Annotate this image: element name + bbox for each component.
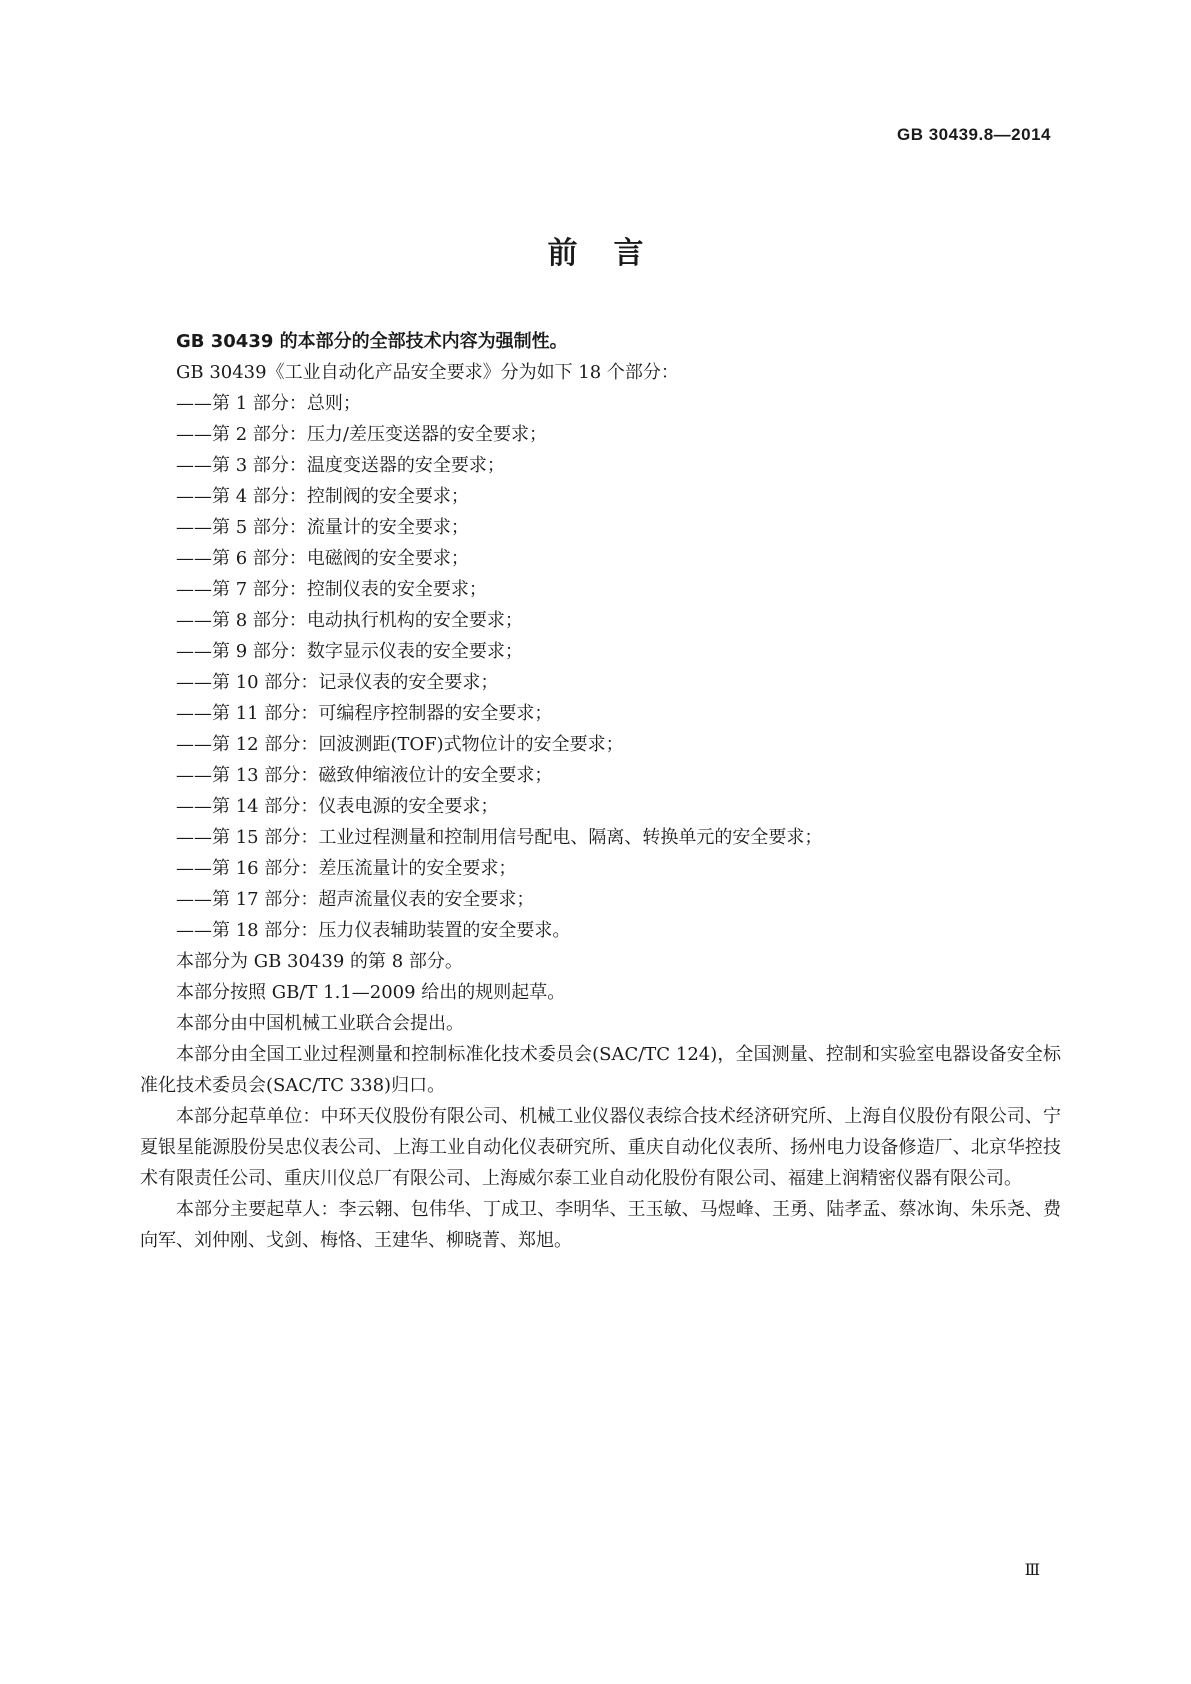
list-item: ——第 16 部分：差压流量计的安全要求；	[176, 858, 517, 879]
series-intro: GB 30439《工业自动化产品安全要求》分为如下 18 个部分：	[176, 362, 679, 383]
drafters: 本部分主要起草人：李云翱、包伟华、丁成卫、李明华、王玉敏、马煜峰、王勇、陆孝孟、蔡冰询、朱乐尧、费向军、刘仲刚、戈剑、梅恪、王建华、柳晓菁、郑旭。	[140, 1199, 1061, 1251]
list-item: ——第 1 部分：总则；	[176, 393, 361, 414]
list-item: ——第 9 部分：数字显示仪表的安全要求；	[176, 641, 523, 662]
page-title: 前言	[547, 236, 680, 271]
list-item: ——第 7 部分：控制仪表的安全要求；	[176, 579, 487, 600]
list-item: ——第 4 部分：控制阀的安全要求；	[176, 486, 469, 507]
drafting-rules: 本部分按照 GB/T 1.1—2009 给出的规则起草。	[176, 982, 566, 1003]
list-item: ——第 3 部分：温度变送器的安全要求；	[176, 455, 505, 476]
page-number: Ⅲ	[1024, 1560, 1039, 1579]
administered-by: 本部分由全国工业过程测量和控制标准化技术委员会(SAC/TC 124)，全国测量、控制和实验室电器设备安全标准化技术委员会(SAC/TC 338)归口。	[140, 1044, 1061, 1096]
standard-code: GB 30439.8—2014	[897, 125, 1051, 144]
document-body	[140, 326, 1061, 1256]
list-item: ——第 14 部分：仪表电源的安全要求；	[176, 796, 499, 817]
proposed-by: 本部分由中国机械工业联合会提出。	[176, 1013, 464, 1034]
list-item: ——第 8 部分：电动执行机构的安全要求；	[176, 610, 523, 631]
list-item: ——第 18 部分：压力仪表辅助装置的安全要求。	[176, 920, 571, 941]
list-item: ——第 2 部分：压力/差压变送器的安全要求；	[176, 424, 547, 445]
list-item: ——第 13 部分：磁致伸缩液位计的安全要求；	[176, 765, 553, 786]
list-item: ——第 6 部分：电磁阀的安全要求；	[176, 548, 469, 569]
list-item: ——第 15 部分：工业过程测量和控制用信号配电、隔离、转换单元的安全要求；	[176, 827, 823, 848]
list-item: ——第 5 部分：流量计的安全要求；	[176, 517, 469, 538]
drafting-units: 本部分起草单位：中环天仪股份有限公司、机械工业仪器仪表综合技术经济研究所、上海自仪股份有限公司、宁夏银星能源股份吴忠仪表公司、上海工业自动化仪表研究所、重庆自动化仪表所、扬州电力设备修造厂、北京华控技术有限责任公司、重庆川仪总厂有限公司、上海威尔泰工业自动化股份有限公司、福建上润精密仪器有限公司。	[140, 1106, 1061, 1189]
list-item: ——第 12 部分：回波测距(TOF)式物位计的安全要求；	[176, 734, 624, 755]
list-item: ——第 11 部分：可编程序控制器的安全要求；	[176, 703, 553, 724]
mandatory-statement: GB 30439 的本部分的全部技术内容为强制性。	[176, 331, 568, 352]
this-part-statement: 本部分为 GB 30439 的第 8 部分。	[176, 951, 463, 972]
parts-list	[140, 388, 1061, 946]
list-item: ——第 17 部分：超声流量仪表的安全要求；	[176, 889, 535, 910]
list-item: ——第 10 部分：记录仪表的安全要求；	[176, 672, 499, 693]
